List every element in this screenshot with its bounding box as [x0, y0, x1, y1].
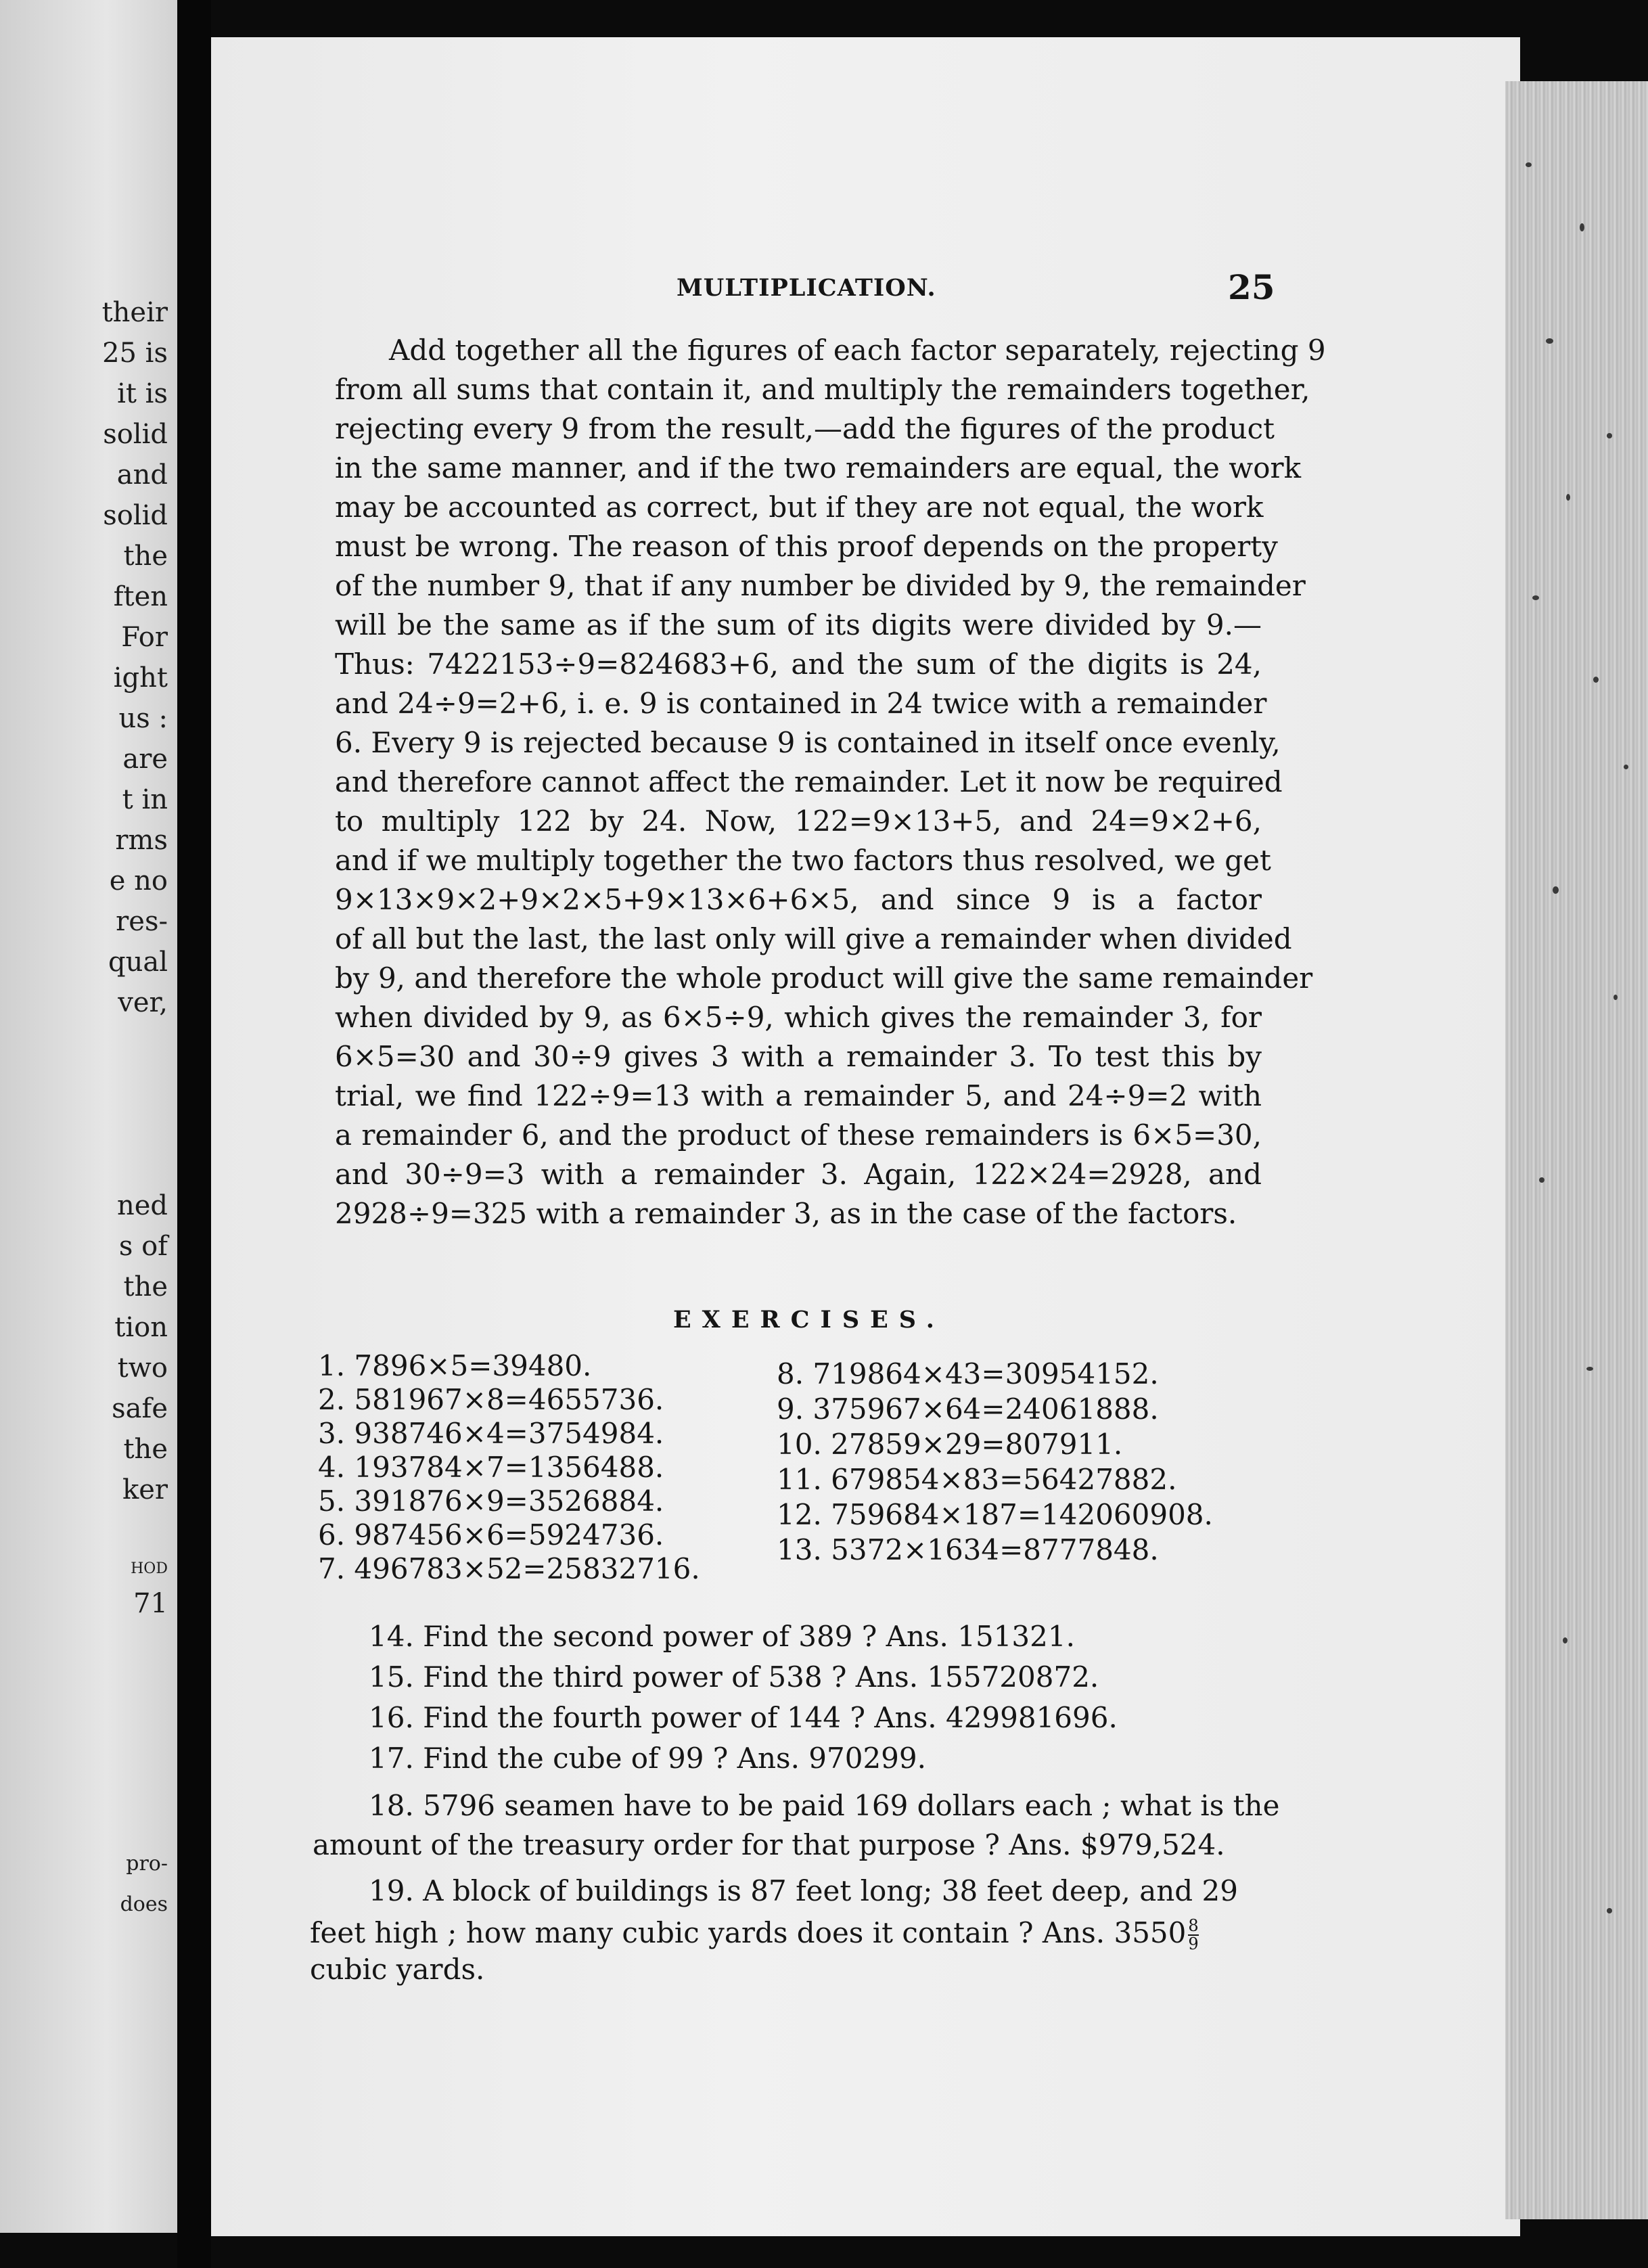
- facing-page-text: pro-: [126, 1852, 168, 1876]
- exercise-item: 4. 193784×7=1356488.: [318, 1451, 664, 1484]
- facing-page-text: and: [116, 459, 168, 491]
- problem-18-line-2: amount of the treasury order for that purpose ? Ans. $979,524.: [313, 1828, 1225, 1861]
- exercise-item: 10. 27859×29=807911.: [777, 1428, 1123, 1461]
- exercise-item: 3. 938746×4=3754984.: [318, 1417, 664, 1450]
- body-line: and 30÷9=3 with a remainder 3. Again, 122×24=2928, and: [335, 1158, 1262, 1191]
- page-number: 25: [1228, 267, 1275, 307]
- body-line: 6. Every 9 is rejected because 9 is contained in itself once evenly,: [335, 726, 1281, 759]
- problem-14: 14. Find the second power of 389 ? Ans. 151321.: [369, 1620, 1075, 1653]
- body-line: when divided by 9, as 6×5÷9, which gives the remainder 3, for: [335, 1001, 1262, 1034]
- facing-page-text: 25 is: [102, 338, 168, 369]
- facing-page-text: two: [117, 1353, 168, 1384]
- foxing-speck: [1613, 995, 1618, 1000]
- foxing-speck: [1607, 433, 1612, 438]
- problem-19-text: feet high ; how many cubic yards does it contain ? Ans. 3550: [310, 1916, 1187, 1950]
- page-edge-stack: [1505, 81, 1648, 2219]
- facing-page-text: it is: [117, 378, 168, 409]
- facing-page-text: 71: [133, 1588, 168, 1619]
- exercise-item: 12. 759684×187=142060908.: [777, 1498, 1213, 1531]
- exercise-item: 9. 375967×64=24061888.: [777, 1392, 1159, 1426]
- facing-page-text: qual: [108, 947, 168, 978]
- problem-19-line-1: 19. A block of buildings is 87 feet long; 38 feet deep, and 29: [369, 1874, 1238, 1907]
- facing-page-text: safe: [112, 1393, 168, 1424]
- facing-page-text: the: [123, 541, 168, 572]
- body-line: Thus: 7422153÷9=824683+6, and the sum of the digits is 24,: [335, 648, 1262, 681]
- exercises-heading: EXERCISES.: [673, 1306, 945, 1334]
- facing-page-text: ften: [113, 581, 168, 612]
- body-line: of the number 9, that if any number be divided by 9, the remainder: [335, 569, 1306, 602]
- facing-page-text: e no: [109, 865, 168, 897]
- exercise-item: 7. 496783×52=25832716.: [318, 1552, 700, 1585]
- body-line: trial, we find 122÷9=13 with a remainder 5, and 24÷9=2 with: [335, 1079, 1262, 1112]
- body-line: rejecting every 9 from the result,—add the figures of the product: [335, 412, 1275, 445]
- facing-page-text: us :: [118, 703, 168, 734]
- exercise-item: 6. 987456×6=5924736.: [318, 1518, 664, 1551]
- book-gutter: [177, 0, 211, 2268]
- body-line: and therefore cannot affect the remainder. Let it now be required: [335, 765, 1283, 798]
- facing-page-text: their: [101, 297, 168, 328]
- problem-17: 17. Find the cube of 99 ? Ans. 970299.: [369, 1742, 926, 1775]
- running-head: MULTIPLICATION.: [677, 274, 936, 302]
- facing-page-text: ned: [116, 1190, 168, 1221]
- foxing-speck: [1607, 1908, 1612, 1913]
- facing-page-text: solid: [103, 500, 168, 531]
- facing-page-text: ight: [113, 662, 168, 694]
- problem-18-line-1: 18. 5796 seamen have to be paid 169 dollars each ; what is the: [369, 1789, 1280, 1822]
- foxing-speck: [1526, 162, 1532, 167]
- problem-16: 16. Find the fourth power of 144 ? Ans. 429981696.: [369, 1701, 1118, 1734]
- body-line: Add together all the figures of each factor separately, rejecting 9: [389, 334, 1326, 367]
- body-line: in the same manner, and if the two remainders are equal, the work: [335, 451, 1302, 484]
- body-line: 6×5=30 and 30÷9 gives 3 with a remainder 3. To test this by: [335, 1040, 1262, 1073]
- facing-page-fragment: [0, 0, 177, 2233]
- facing-page-text: t in: [122, 784, 168, 815]
- exercise-item: 1. 7896×5=39480.: [318, 1349, 592, 1382]
- body-line: to multiply 122 by 24. Now, 122=9×13+5, and 24=9×2+6,: [335, 804, 1262, 838]
- facing-page-text: res-: [116, 906, 168, 937]
- foxing-speck: [1593, 677, 1599, 683]
- facing-page-text: rms: [115, 825, 168, 856]
- body-line: a remainder 6, and the product of these remainders is 6×5=30,: [335, 1118, 1262, 1152]
- exercise-item: 5. 391876×9=3526884.: [318, 1484, 664, 1518]
- foxing-speck: [1580, 223, 1584, 231]
- facing-page-text: ver,: [118, 987, 168, 1018]
- facing-page-text: tion: [114, 1312, 168, 1343]
- body-line: 2928÷9=325 with a remainder 3, as in the case of the factors.: [335, 1197, 1237, 1230]
- body-line: from all sums that contain it, and multiply the remainders together,: [335, 373, 1310, 406]
- foxing-speck: [1553, 886, 1559, 894]
- foxing-speck: [1532, 595, 1539, 600]
- facing-page-text: ker: [122, 1474, 168, 1505]
- foxing-speck: [1563, 1637, 1567, 1643]
- body-line: and if we multiply together the two factors thus resolved, we get: [335, 844, 1271, 877]
- foxing-speck: [1566, 494, 1570, 501]
- exercise-item: 11. 679854×83=56427882.: [777, 1463, 1177, 1496]
- body-line: 9×13×9×2+9×2×5+9×13×6+6×5, and since 9 is a factor: [335, 883, 1262, 916]
- foxing-speck: [1586, 1367, 1593, 1371]
- body-line: may be accounted as correct, but if they are not equal, the work: [335, 491, 1264, 524]
- facing-page-text: the: [123, 1434, 168, 1465]
- problem-19-line-3: cubic yards.: [310, 1953, 485, 1986]
- body-line: must be wrong. The reason of this proof depends on the property: [335, 530, 1278, 563]
- facing-page-text: does: [120, 1892, 168, 1916]
- facing-page-text: are: [122, 744, 168, 775]
- problem-15: 15. Find the third power of 538 ? Ans. 155720872.: [369, 1660, 1099, 1694]
- facing-page-text: solid: [103, 419, 168, 450]
- foxing-speck: [1539, 1177, 1544, 1183]
- problem-19-line-2: [310, 1918, 1199, 1953]
- body-line: will be the same as if the sum of its digits were divided by 9.—: [335, 608, 1262, 641]
- foxing-speck: [1546, 338, 1553, 344]
- answer-fraction: [1188, 1918, 1198, 1953]
- facing-page-text: s of: [118, 1231, 168, 1262]
- exercise-item: 2. 581967×8=4655736.: [318, 1383, 664, 1416]
- body-line: of all but the last, the last only will give a remainder when divided: [335, 922, 1292, 955]
- fraction-numerator: 8: [1188, 1916, 1199, 1935]
- body-line: and 24÷9=2+6, i. e. 9 is contained in 24 twice with a remainder: [335, 687, 1267, 720]
- fraction-denominator: 9: [1188, 1934, 1199, 1954]
- foxing-speck: [1624, 765, 1628, 769]
- body-line: by 9, and therefore the whole product will give the same remainder: [335, 961, 1313, 995]
- facing-page-text: HOD: [131, 1560, 168, 1577]
- exercise-item: 8. 719864×43=30954152.: [777, 1357, 1159, 1390]
- facing-page-text: the: [123, 1271, 168, 1302]
- exercise-item: 13. 5372×1634=8777848.: [777, 1533, 1159, 1566]
- facing-page-text: For: [121, 622, 168, 653]
